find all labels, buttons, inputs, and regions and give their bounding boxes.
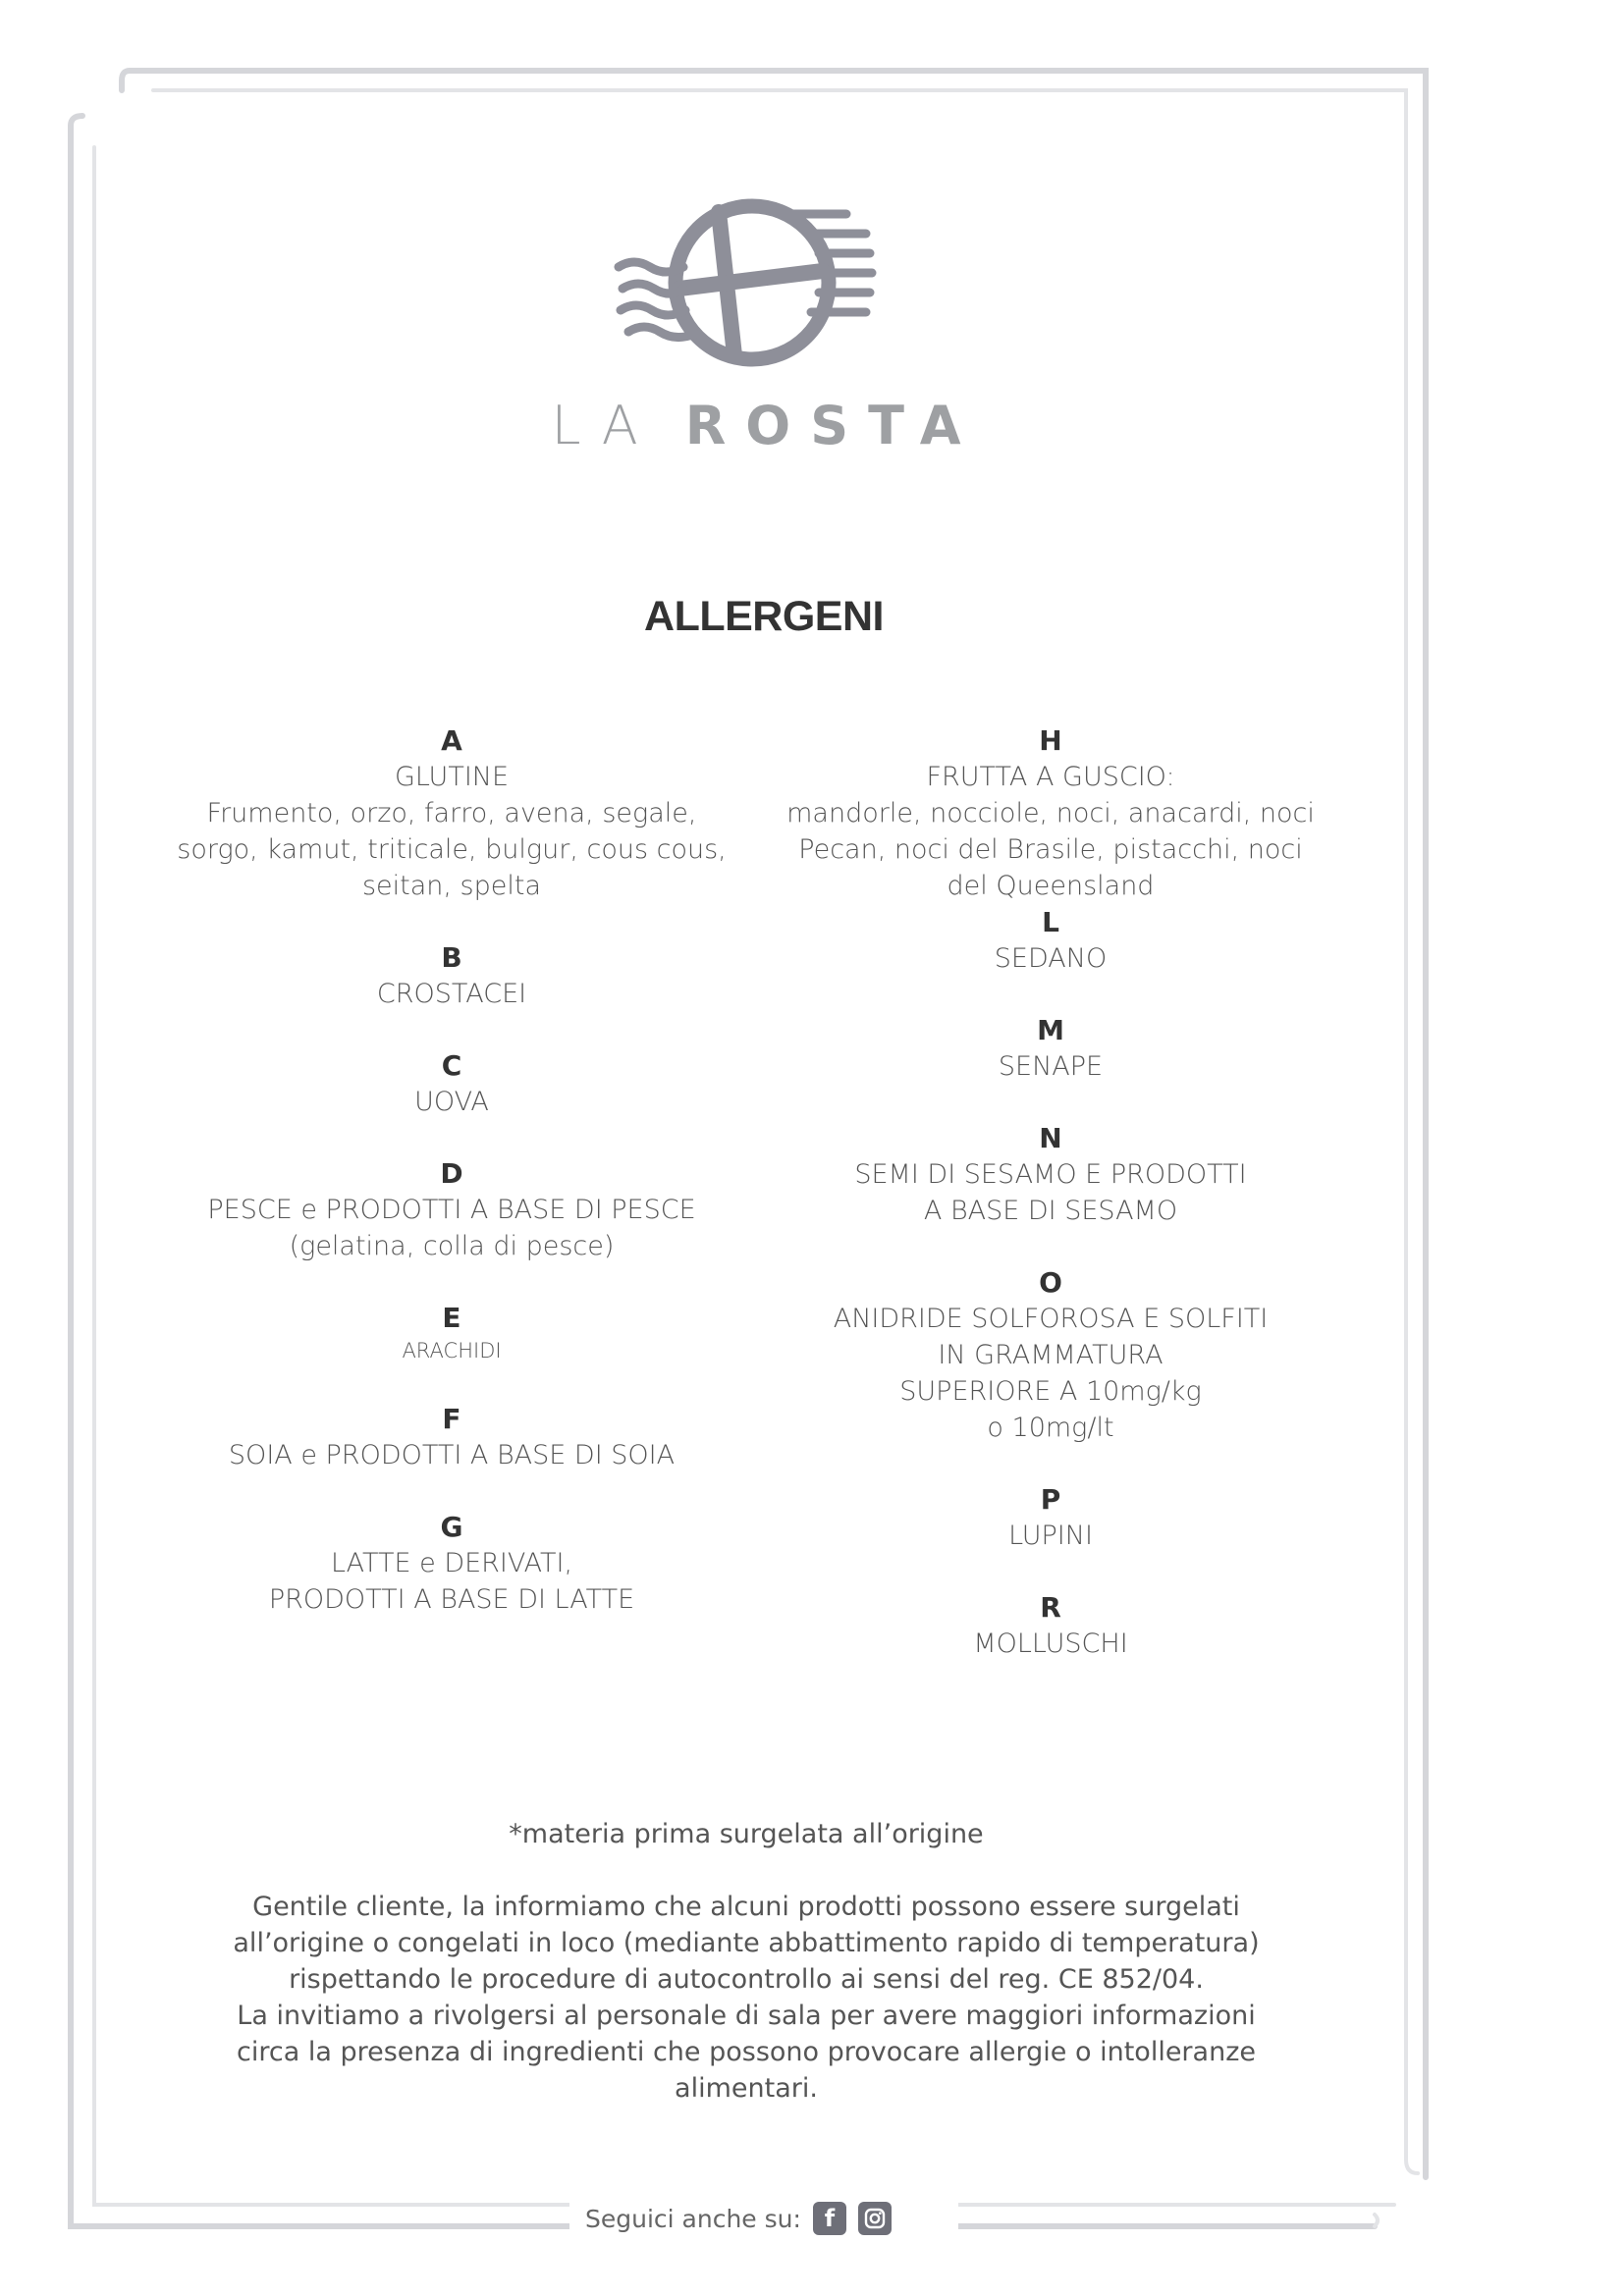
allergen-entry: [147, 722, 756, 904]
allergen-entry: [147, 1401, 756, 1473]
allergen-description: mandorle, nocciole, noci, anacardi, noci Pecan, noci del Brasile, pistacchi, noci del Queensland: [786, 798, 1315, 901]
allergen-letter: A: [441, 724, 462, 757]
allergen-letter: D: [440, 1157, 463, 1190]
notice-line: rispettando le procedure di autocontrollo ai sensi del reg. CE 852/04.: [289, 1964, 1204, 1995]
allergen-letter: P: [1040, 1483, 1061, 1516]
brand-la: LA: [551, 395, 658, 456]
brand-name: [0, 395, 1532, 456]
instagram-icon[interactable]: [858, 2202, 892, 2235]
allergen-description: PRODOTTI A BASE DI LATTE: [268, 1584, 635, 1615]
allergen-entry: [746, 1481, 1355, 1554]
allergen-name: ARACHIDI: [402, 1339, 502, 1362]
notice-line: all’origine o congelati in loco (mediante abbattimento rapido di temperatura): [233, 1928, 1260, 1958]
allergen-entry: [147, 1300, 756, 1365]
allergen-entry: [746, 1589, 1355, 1662]
allergen-letter: C: [441, 1049, 462, 1082]
allergen-description: Frumento, orzo, farro, avena, segale, sorgo, kamut, triticale, bulgur, cous cous, seitan, spelta: [177, 798, 727, 901]
allergen-description: A BASE DI SESAMO: [923, 1196, 1178, 1226]
allergen-letter: G: [440, 1511, 463, 1543]
allergen-name: LATTE e DERIVATI,: [330, 1548, 573, 1578]
follow-label: Seguici anche su:: [585, 2204, 801, 2233]
allergen-entry: [147, 1047, 756, 1120]
notice-line: La invitiamo a rivolgersi al personale di sala per avere maggiori informazioni: [237, 2001, 1256, 2031]
notes-section: [177, 1816, 1316, 2107]
allergen-letter: M: [1037, 1014, 1064, 1046]
allergen-name: SEMI DI SESAMO E PRODOTTI: [854, 1159, 1247, 1190]
social-footer: [569, 2195, 958, 2242]
page-title: ALLERGENI: [644, 593, 884, 640]
allergen-name: ANIDRIDE SOLFOROSA E SOLFITI: [833, 1304, 1269, 1334]
logo-icon: [609, 187, 903, 383]
allergen-name: PESCE e PRODOTTI A BASE DI PESCE: [207, 1195, 696, 1225]
allergen-entry: [147, 939, 756, 1012]
allergen-letter: L: [1042, 906, 1059, 938]
notice-line: circa la presenza di ingredienti che possono provocare allergie o intolleranze: [237, 2037, 1256, 2067]
allergen-description: IN GRAMMATURA SUPERIORE A 10mg/kg o 10mg/lt: [899, 1340, 1202, 1443]
notice-line: alimentari.: [675, 2073, 818, 2104]
allergen-letter: F: [442, 1403, 461, 1435]
allergen-entry: [746, 1264, 1355, 1446]
allergen-description: (gelatina, colla di pesce): [289, 1231, 615, 1261]
allergen-name: GLUTINE: [394, 762, 510, 792]
allergen-letter: N: [1039, 1122, 1062, 1154]
notice-line: Gentile cliente, la informiamo che alcuni prodotti possono essere surgelati: [252, 1892, 1240, 1922]
allergen-name: UOVA: [414, 1087, 489, 1117]
allergen-letter: R: [1040, 1591, 1061, 1624]
allergen-entry: [746, 904, 1355, 977]
allergen-entry: [746, 1120, 1355, 1229]
allergen-name: CROSTACEI: [376, 979, 527, 1009]
allergen-name: SEDANO: [994, 943, 1108, 974]
allergen-letter: B: [441, 941, 462, 974]
allergen-entry: [147, 1155, 756, 1264]
allergen-entry: [746, 722, 1355, 904]
allergen-name: MOLLUSCHI: [973, 1629, 1128, 1659]
allergen-column-left: [147, 722, 756, 1618]
brand-rosta: ROSTA: [684, 395, 981, 456]
allergen-letter: E: [442, 1302, 461, 1334]
allergen-name: LUPINI: [1008, 1521, 1093, 1551]
facebook-icon[interactable]: f: [813, 2202, 846, 2235]
allergen-entry: [746, 1012, 1355, 1085]
allergen-name: SOIA e PRODOTTI A BASE DI SOIA: [228, 1440, 676, 1470]
allergen-column-right: [746, 722, 1355, 1662]
frozen-footnote: *materia prima surgelata all’origine: [509, 1819, 984, 1849]
allergen-letter: H: [1039, 724, 1062, 757]
allergen-name: FRUTTA A GUSCIO:: [926, 762, 1175, 792]
allergen-entry: [147, 1509, 756, 1618]
allergen-name: SENAPE: [998, 1051, 1104, 1082]
allergen-letter: O: [1039, 1266, 1062, 1299]
